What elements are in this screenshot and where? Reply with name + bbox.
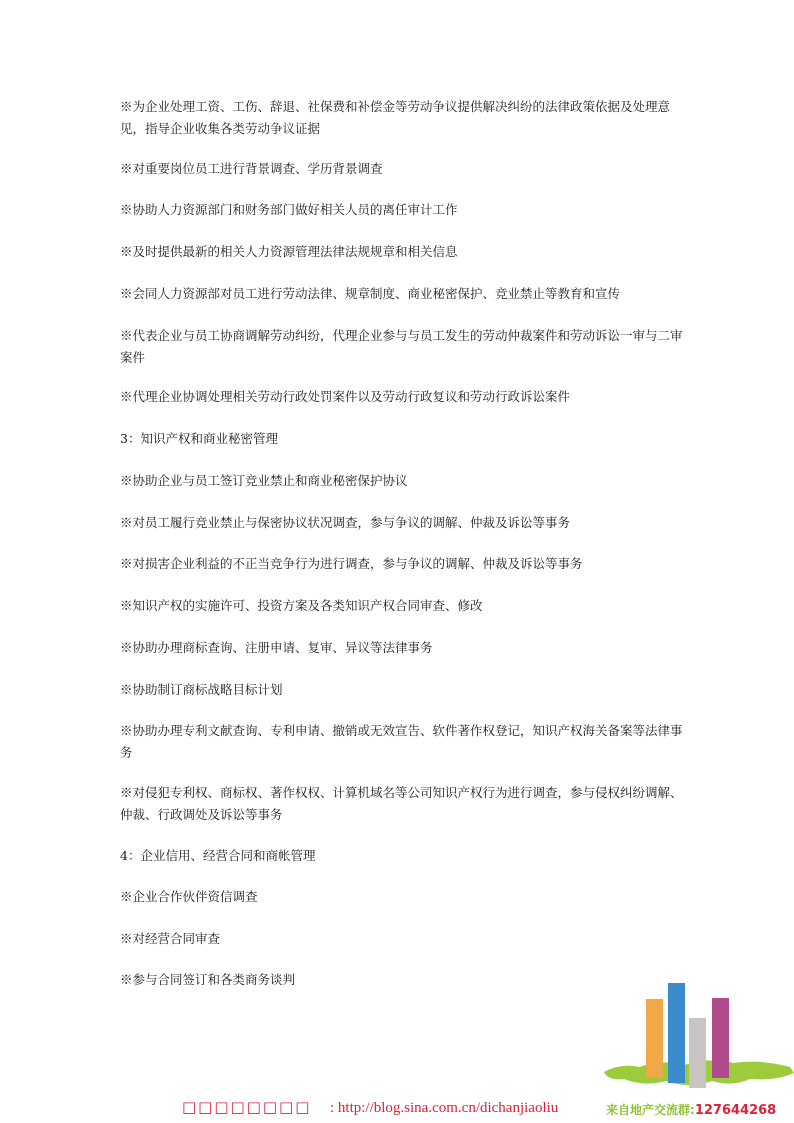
paragraph-9: ※协助企业与员工签订竞业禁止和商业秘密保护协议 bbox=[120, 473, 408, 488]
paragraph-11: ※对损害企业利益的不正当竞争行为进行调查，参与争议的调解、仲裁及诉讼等事务 bbox=[120, 556, 583, 571]
paragraph-18: ※企业合作伙伴资信调查 bbox=[120, 889, 258, 904]
paragraph-13: ※协助办理商标查询、注册申请、复审、异议等法律事务 bbox=[120, 640, 433, 655]
paragraph-16: ※对侵犯专利权、商标权、著作权权、计算机域名等公司知识产权行为进行调查，参与侵权纠纷调解、仲裁、行政调处及诉讼等事务 bbox=[120, 785, 683, 822]
building-purple bbox=[712, 998, 729, 1078]
paragraph-1: ※为企业处理工资、工伤、辞退、社保费和补偿金等劳动争议提供解决纠纷的法律政策依据及处理意见，指导企业收集各类劳动争议证据 bbox=[120, 99, 671, 136]
paragraph-5: ※会同人力资源部对员工进行劳动法律、规章制度、商业秘密保护、竞业禁止等教育和宣传 bbox=[120, 286, 621, 301]
paragraph-6: ※代表企业与员工协商调解劳动纠纷，代理企业参与与员工发生的劳动仲裁案件和劳动诉讼一审与二审案件 bbox=[120, 328, 683, 365]
paragraph-19: ※对经营合同审查 bbox=[120, 931, 221, 946]
building-orange bbox=[646, 999, 663, 1077]
paragraph-3: ※协助人力资源部门和财务部门做好相关人员的离任审计工作 bbox=[120, 202, 458, 217]
paragraph-14: ※协助制订商标战略目标计划 bbox=[120, 682, 283, 697]
section-heading-3: 3：知识产权和商业秘密管理 bbox=[120, 431, 278, 446]
building-blue bbox=[668, 983, 685, 1083]
building-gray bbox=[689, 1018, 706, 1088]
paragraph-15: ※协助办理专利文献查询、专利申请、撤销或无效宣告、软件著作权登记，知识产权海关备案等法律事务 bbox=[120, 723, 683, 760]
footer-group-number: 127644268 bbox=[694, 1103, 777, 1118]
paragraph-7: ※代理企业协调处理相关劳动行政处罚案件以及劳动行政复议和劳动行政诉讼案件 bbox=[120, 389, 571, 404]
footer-blog-label: □□□□□□□□ bbox=[182, 1098, 312, 1116]
paragraph-2: ※对重要岗位员工进行背景调查、学历背景调查 bbox=[120, 161, 383, 176]
footer-group-label: 来自地产交流群: bbox=[606, 1103, 695, 1117]
paragraph-20: ※参与合同签订和各类商务谈判 bbox=[120, 972, 296, 987]
paragraph-10: ※对员工履行竞业禁止与保密协议状况调查，参与争议的调解、仲裁及诉讼等事务 bbox=[120, 515, 571, 530]
footer-group-info bbox=[606, 1101, 776, 1118]
paragraph-12: ※知识产权的实施许可、投资方案及各类知识产权合同审查、修改 bbox=[120, 598, 483, 613]
footer-blog-url[interactable]: : http://blog.sina.com.cn/dichanjiaoliu bbox=[330, 1100, 559, 1116]
section-heading-4: 4：企业信用、经营合同和商帐管理 bbox=[120, 848, 316, 863]
paragraph-4: ※及时提供最新的相关人力资源管理法律法规规章和相关信息 bbox=[120, 244, 458, 259]
